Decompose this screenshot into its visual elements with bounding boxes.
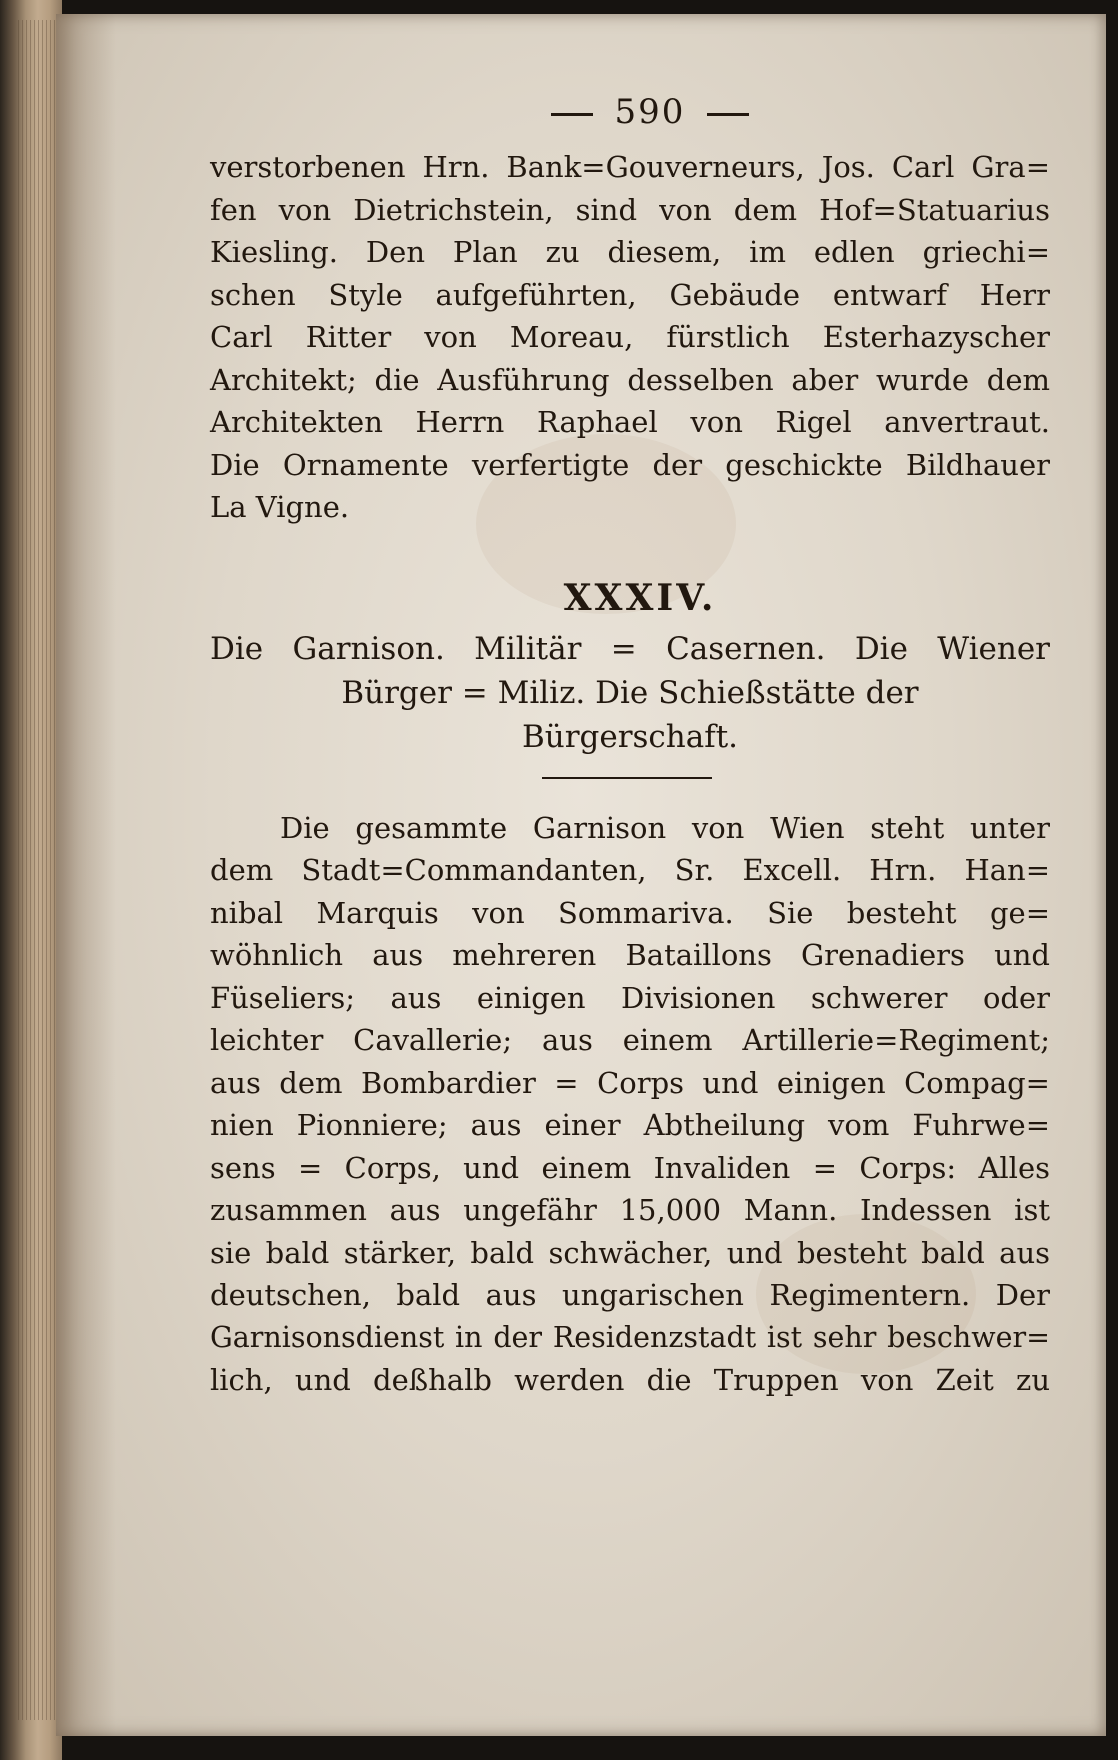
- text-line: schen Style aufgeführten, Gebäude entwarf Herr: [210, 277, 1050, 312]
- text-line: leichter Cavallerie; aus einem Artillerie=Regiment;: [210, 1023, 1050, 1057]
- chapter-body-paragraph: [210, 807, 1050, 1402]
- text-line: lich, und deßhalb werden die Truppen von Zeit zu: [210, 1363, 1050, 1397]
- text-line: wöhnlich aus mehreren Bataillons Grenadiers und: [210, 938, 1050, 972]
- text-line: zusammen aus ungefähr 15,000 Mann. Indessen ist: [210, 1193, 1050, 1227]
- text-line: Die gesammte Garnison von Wien steht unter: [280, 810, 1050, 845]
- book-page-edges: [0, 0, 62, 1760]
- paragraph-continuation: [210, 146, 1050, 529]
- text-line: La Vigne.: [210, 490, 350, 524]
- text-line: Kiesling. Den Plan zu diesem, im edlen griechi=: [210, 235, 1050, 269]
- header-dash-left: [551, 113, 593, 116]
- text-line: Architekt; die Ausführung desselben aber wurde dem: [210, 362, 1050, 397]
- chapter-divider-rule: [542, 777, 712, 779]
- chapter-title-line: Bürger = Miliz. Die Schießstätte der: [341, 674, 919, 711]
- spine-shadow: [56, 14, 116, 1736]
- text-line: aus dem Bombardier = Corps und einigen Compag=: [210, 1065, 1050, 1100]
- text-line: deutschen, bald aus ungarischen Regimentern. Der: [210, 1278, 1050, 1312]
- chapter-title: [210, 627, 1050, 759]
- chapter-title-line: Die Garnison. Militär = Casernen. Die Wiener: [210, 630, 1050, 667]
- page-number: 590: [614, 92, 686, 132]
- text-line: Carl Ritter von Moreau, fürstlich Esterhazyscher: [210, 320, 1050, 354]
- page-edge-lines: [18, 20, 58, 1720]
- text-line: Die Ornamente verfertigte der geschickte Bildhauer: [210, 447, 1050, 482]
- text-line: sie bald stärker, bald schwächer, und besteht bald aus: [210, 1235, 1050, 1270]
- text-line: nien Pionniere; aus einer Abtheilung vom Fuhrwe=: [210, 1108, 1050, 1142]
- text-line: Architekten Herrn Raphael von Rigel anvertraut.: [210, 405, 1050, 439]
- text-line: sens = Corps, und einem Invaliden = Corps: Alles: [210, 1150, 1050, 1185]
- header-dash-right: [707, 113, 749, 116]
- page-text-block: [210, 92, 1050, 1402]
- text-line: Garnisonsdienst in der Residenzstadt ist sehr beschwer=: [210, 1320, 1050, 1354]
- text-line: verstorbenen Hrn. Bank=Gouverneurs, Jos. Carl Gra=: [210, 150, 1050, 184]
- page-number-header: [210, 92, 1050, 132]
- text-line: dem Stadt=Commandanten, Sr. Excell. Hrn. Han=: [210, 853, 1050, 887]
- text-line: Füseliers; aus einigen Divisionen schwerer oder: [210, 980, 1050, 1015]
- chapter-number: XXXIV.: [563, 576, 717, 619]
- chapter-title-line: Bürgerschaft.: [521, 718, 739, 755]
- text-line: fen von Dietrichstein, sind von dem Hof=Statuarius: [210, 192, 1050, 227]
- text-line: nibal Marquis von Sommariva. Sie besteht ge=: [210, 895, 1050, 930]
